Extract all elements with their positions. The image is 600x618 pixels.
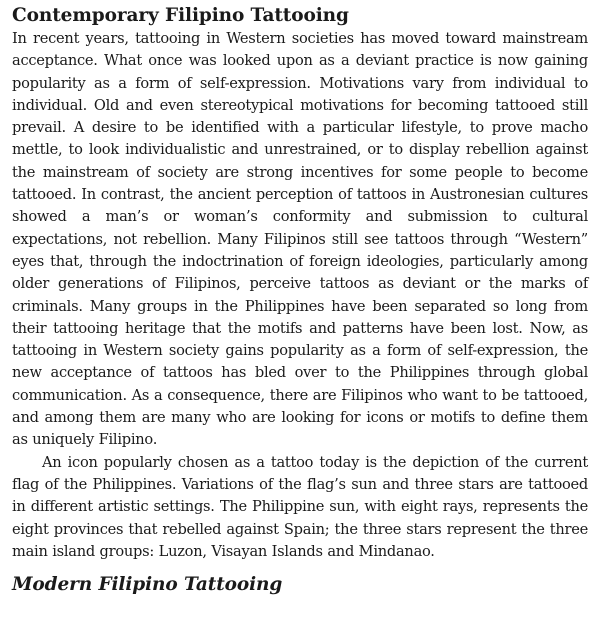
section-heading: Contemporary Filipino Tattooing [12,5,349,26]
document-page [12,3,588,597]
next-section-heading: Modern Filipino Tattooing [12,574,283,596]
paragraph-2: An icon popularly chosen as a tattoo today is the depiction of the current flag of the Philippines. Variations of the flag’s sun and three stars are tattooed in different artistic settings. The Philippine sun, with eight rays, represents the eight provinces that rebelled against Spain; the three stars represent the three main island groups: Luzon, Visayan Islands and Mindanao. [12,453,588,560]
paragraph-1: In recent years, tattooing in Western societies has moved toward mainstream acceptance. What once was looked upon as a deviant practice is now gaining popularity as a form of self-expression. Motivations vary from individual to individual. Old and even stereotypical motivations for becoming tattooed still prevail. A desire to be identified with a particular lifestyle, to prove macho mettle, to look individualistic and unrestrained, or to display rebellion against the mainstream of society are strong incentives for some people to become tattooed. In contrast, the ancient perception of tattoos in Austronesian cultures showed a man’s or woman’s conformity and submission to cultural expectations, not rebellion. Many Filipinos still see tattoos through “Western” eyes that, through the indoctrination of foreign ideologies, particularly among older generations of Filipinos, perceive tattoos as deviant or the marks of criminals. Many groups in the Philippines have been separated so long from their tattooing heritage that the motifs and patterns have been lost. Now, as tattooing in Western society gains popularity as a form of self-expression, the new acceptance of tattoos has bled over to the Philippines through global communication. As a consequence, there are Filipinos who want to be tattooed, and among them are many who are looking for icons or motifs to define them as uniquely Filipino. [12,30,588,449]
